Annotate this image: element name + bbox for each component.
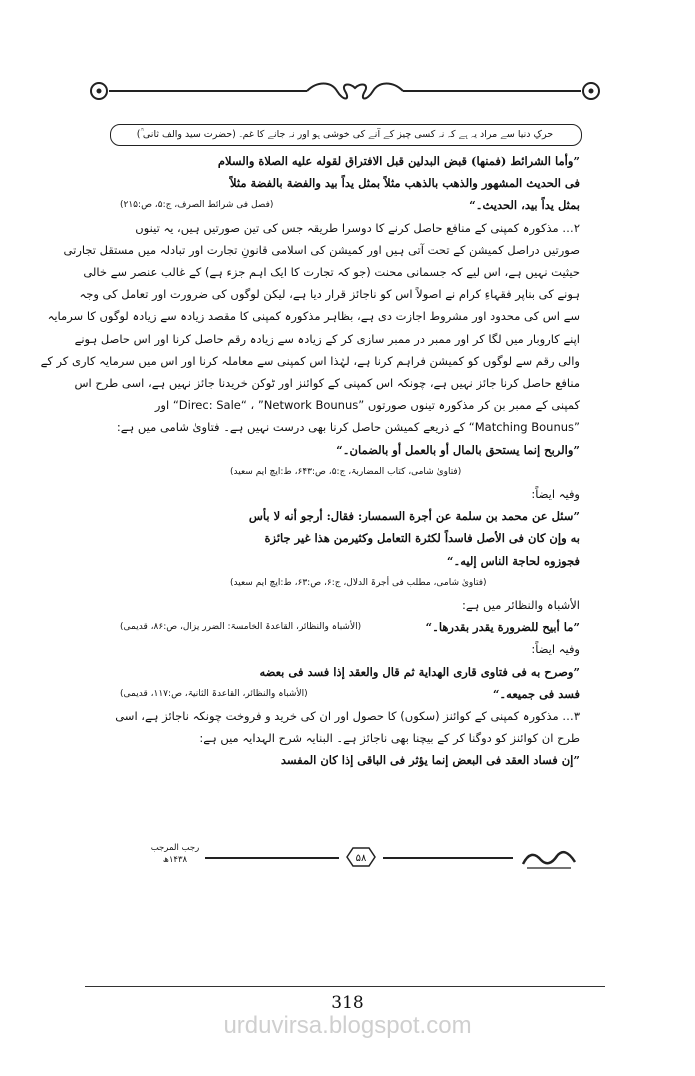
page-bottom-rule [85,986,605,987]
citation: (فتاویٰ شامی، کتاب المضاربۃ، ج:۵، ص:۶۴۳، ط:ایچ ایم سعید) [230,466,462,477]
body-line [120,217,580,239]
citation: (الأشباہ والنظائر، القاعدۃ الثانیۃ، ص:۱۱۷، قدیمی) [120,688,308,699]
body-line [120,550,580,572]
header-caption: حرکِ دنیا سے مراد یہ ہے کہ نہ کسی چیز کے آنے کی خوشی ہو اور نہ جانے کا غم۔ (حضرت سید والف ثانی ؒ) [136,129,554,140]
body-line-text: فى الحديث المشهور والذهب بالذهب مثلاً بمثل يداً بيد والفضة بالفضة مثلاً [230,176,580,191]
page-number: 318 [331,993,364,1013]
magazine-page-badge [343,846,379,868]
body-line-text: ہونے کی بناپر فقہاءِ کرام نے اصولاً اس کو ناجائز قرار دیا ہے، لیکن لوگوں کی ضرورت اور تعامل کی وجہ [79,287,580,302]
body-line-text: وفیہ ایضاً: [531,642,580,657]
body-line [79,283,580,305]
body-line-text: به وإن كان فى الأصل فاسداً لكثرة التعامل وكثيرمن هذا غير جائزة [264,531,580,546]
citation: (الأشباہ والنظائر، القاعدۃ الخامسۃ: الضرر یزال، ص:۸۶، قدیمی) [120,622,362,633]
body-line [47,305,580,327]
body-line [74,372,580,394]
watermark: urduvirsa.blogspot.com [223,1012,472,1039]
citation: (فصل فی شرائط الصرف، ج:۵، ص:۲۱۵) [120,200,274,211]
footer-rule-right [383,857,513,859]
body-line [120,683,580,705]
body-line-text: بمثل يداً بيد، الحديث۔“ [469,198,580,213]
body-line-text: ”Matching Bounus“ کے ذریعے کمیشن حاصل کرنا بھی درست نہیں ہے۔ فتاویٰ شامی میں ہے: [116,420,580,435]
body-line-text: فسد فى جميعه۔“ [492,686,580,701]
body-line [120,394,580,416]
body-line [120,505,580,527]
body-line-text: ”وأما الشرائط (فمنها) قبض البدلين قبل الافتراق لقوله عليه الصلاة والسلام [217,154,580,168]
body-line-text: ”سئل عن محمد بن سلمة عن أجرة السمسار: فقال: أرجو أنه لا بأس [248,509,580,524]
magazine-page-number: ۵۸ [355,853,367,864]
body-line-text: ”ما أبيح للضرورة يقدر بقدرها۔“ [425,620,580,635]
body-line-text: منافع حاصل کرنا جائز نہیں ہے، چونکہ اس کمپنی کے کوائنز اور ٹوکن خریدنا جائز نہیں ہے، اسی طرح اس [74,376,580,390]
body-line [120,727,580,749]
body-line-text: وفیہ ایضاً: [531,487,580,501]
body-line-text: فجوزوه لحاجة الناس إليه۔“ [446,553,580,568]
body-line [120,594,580,616]
footer-rule-left [205,857,339,859]
body-line [120,661,580,683]
body-line [120,439,580,461]
body-line [120,616,580,638]
issue-month: رجب المرجب [150,843,200,853]
body-line-text: ۲… مذکورہ کمپنی کے منافع حاصل کرنے کا دوسرا طریقہ جس کی تین صورتیں ہیں، یہ تینوں [135,220,580,235]
body-line-text: صورتیں دراصل کمیشن کے تحت آتی ہیں اور کمیشن کی اسلامی قانونِ تجارت اور تبادلہ میں مستقل تجارتی [63,242,580,257]
body-line [120,172,580,194]
body-line [83,261,580,283]
body-line [116,416,580,438]
body-line [40,350,580,372]
body-line-text: کمپنی کے ممبر بن کر مذکورہ تینوں صورتوں ”Direc: Sale“ ، ”Network Bounus“ اور [154,398,580,413]
body-line [120,194,580,216]
issue-year: ۱۴۳۸ھ [162,855,188,865]
body-line [120,527,580,549]
body-line [74,328,580,350]
body-line [120,572,580,594]
body-line-text: ”إن فساد العقد فى البعض إنما يؤثر فى الباقى إذا كان المفسد [280,753,580,768]
body-line [63,239,580,261]
body-line [120,461,580,483]
body-line-text: حیثیت نہیں ہے، اس لیے کہ جسمانی محنت (جو کہ تجارت کا ایک اہم جزء ہے) کے غالب عنصر سے خالی [83,265,580,279]
top-ornament [85,78,605,104]
body-line [120,150,580,172]
magazine-logo [519,842,579,872]
issue-date [145,842,205,866]
body-line-text: ”والربح إنما يستحق بالمال أو بالعمل أو بالضمان۔“ [336,442,580,457]
body-line-text: سے اس کی محدود اور مشروط اجازت دی ہے، بظاہر مذکورہ کمپنی کا مقصد زیادہ سے زیادہ لوگوں کا سرمایہ [47,309,580,324]
body-line-text: والی رقم سے لوگوں کو کمیشن فراہم کرنا ہے، لہٰذا اس کمپنی سے معاملہ کرنا اور اس میں سرمایہ کاری کر کے [40,353,580,368]
body-line-text: اپنے کاروبار میں لگا کر اور ممبر در ممبر سازی کر کے زیادہ سے زیادہ رقم حاصل کرنا اور اس حاصل ہونے [74,331,580,346]
citation: (فتاویٰ شامی، مطلب فی أجرۃ الدلال، ج:۶، ص:۶۳، ط:ایچ ایم سعید) [230,577,487,588]
body-line [120,749,580,771]
body-line [120,638,580,660]
body-line-text: ۳… مذکورہ کمپنی کے کوائنز (سکوں) کا حصول اور ان کی خرید و فروخت چونکہ ناجائز ہے، اسی [115,709,580,723]
body-line [120,483,580,505]
body-line [115,705,580,727]
body-line-text: طرح ان کوائنز کو دوگنا کر کے بیچنا بھی ناجائز ہے۔ البنایہ شرح الہدایہ میں ہے: [199,731,580,746]
body-line-text: ”وصرح به فى فتاوى قارى الهداية ثم قال والعقد إذا فسد فى بعضه [259,664,580,679]
body-line-text: الأشباہ والنظائر میں ہے: [461,598,580,612]
